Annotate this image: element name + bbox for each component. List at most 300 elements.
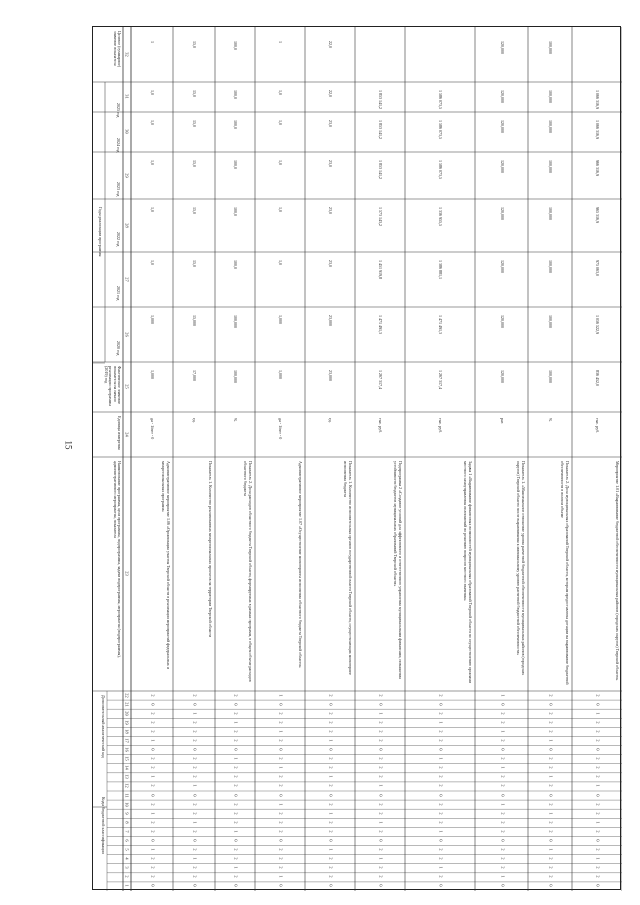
row-code-digit: 1 xyxy=(500,693,505,697)
row-code-digit: 0 xyxy=(278,703,284,706)
header-goals: Наименование программы, цели программы, подпрограммы, задачи подпрограммы, мероприятия (подпрограммы), административного мероприятия, показателя xyxy=(112,461,122,658)
row-final: 100,0 xyxy=(233,41,238,50)
row-code-digit: 2 xyxy=(438,803,444,806)
row-code-digit: 0 xyxy=(328,839,334,842)
row-unit: % xyxy=(233,418,238,422)
header-budget-class: Коды бюджетной классификации xyxy=(101,797,106,854)
row-code-digit: 2 xyxy=(278,712,284,715)
row-code-digit: 0 xyxy=(500,748,505,751)
row-code-digit: 1 xyxy=(278,693,284,697)
row-code-digit: 2 xyxy=(328,857,334,860)
row-code-digit: 2 xyxy=(328,784,334,788)
row-code-digit: 0 xyxy=(233,748,239,751)
row-fact: 100,000 xyxy=(233,370,238,383)
row-code-digit: 2 xyxy=(233,775,239,778)
row-code-digit: 2 xyxy=(500,848,505,851)
row-code-digit: 0 xyxy=(192,884,198,888)
row-code-digit: 1 xyxy=(595,821,601,824)
col-number: 25 xyxy=(124,384,130,389)
row-code-digit: 1 xyxy=(438,721,444,724)
row-code-digit: 2 xyxy=(233,693,239,697)
header-final: Целевое (суммарное) значение показателя xyxy=(112,31,122,68)
row-unit: да - 1/нет - 0 xyxy=(278,418,283,440)
row-value: 120,000 xyxy=(499,315,505,328)
row-code-digit: 2 xyxy=(500,712,505,715)
col-number: 4 xyxy=(124,857,130,860)
row-code-digit: 1 xyxy=(150,812,156,815)
row-fact: 1,000 xyxy=(150,370,155,379)
row-code-digit: 2 xyxy=(328,866,334,869)
row-code-digit: 2 xyxy=(278,830,284,833)
row-code-digit: 2 xyxy=(378,803,384,806)
row-code-digit: 2 xyxy=(233,739,239,742)
row-code-digit: 2 xyxy=(328,693,334,697)
header-unit: Единица измерения xyxy=(117,416,122,450)
row-code-digit: 2 xyxy=(192,766,198,769)
row-code-digit: 2 xyxy=(328,757,334,760)
row-code-digit: 0 xyxy=(378,839,384,842)
row-value: 100,0 xyxy=(233,260,238,269)
row-code-digit: 2 xyxy=(378,739,384,742)
row-code-digit: 2 xyxy=(378,875,384,878)
row-code-digit: 1 xyxy=(233,830,239,833)
col-number: 8 xyxy=(124,821,130,824)
row-code-digit: 1 xyxy=(500,730,505,733)
row-code-digit: 2 xyxy=(192,693,198,697)
row-code-digit: 2 xyxy=(233,803,239,806)
row-code-digit: 0 xyxy=(192,793,198,797)
row-code-digit: 2 xyxy=(150,693,156,697)
row-code-digit: 2 xyxy=(150,803,156,806)
row-code-digit: 0 xyxy=(500,839,505,842)
col-number: 32 xyxy=(124,51,130,57)
col-number: 24 xyxy=(124,431,130,437)
header-fact: Фактическое значение показателя на начало реализации программы (2019) год xyxy=(103,366,122,406)
row-code-digit: 2 xyxy=(438,848,444,851)
row-code-digit: 1 xyxy=(192,784,198,788)
row-code-digit: 1 xyxy=(500,875,505,878)
row-value: 100,000 xyxy=(548,207,553,220)
row-code-digit: 2 xyxy=(150,730,156,733)
header-year-2: 2021 год xyxy=(116,285,121,300)
row-code-digit: 2 xyxy=(328,730,334,733)
row-value: 15,000 xyxy=(192,315,197,326)
row-value: 966 316,9 xyxy=(595,160,600,176)
row-unit: ед. xyxy=(192,418,197,423)
row-value: 1,0 xyxy=(278,260,283,265)
row-code-digit: 1 xyxy=(328,848,334,851)
row-text: Показатель 1. Количество исполнительных органов государственной власти Тверской области, осуществляющих мониторинг исполнения бюджета xyxy=(343,461,353,676)
col-number: 29 xyxy=(124,172,130,178)
row-value: 100,0 xyxy=(233,207,238,216)
row-code-digit: 1 xyxy=(233,866,239,869)
row-unit: да - 1/нет - 0 xyxy=(150,418,155,440)
row-final: 1 xyxy=(150,41,155,43)
row-code-digit: 2 xyxy=(150,875,156,878)
col-number: 18 xyxy=(124,729,130,734)
row-code-digit: 2 xyxy=(278,857,284,860)
row-code-digit: 1 xyxy=(378,712,384,715)
row-value: 1 586 073,5 xyxy=(438,90,443,109)
row-text: Показатель 2. Доля расходов областного бюджета Тверской области, формируемых в рамках программ, в общем объеме расходов областного бюджета xyxy=(243,461,253,682)
col-number: 5 xyxy=(124,848,130,851)
row-code-digit: 2 xyxy=(150,721,156,724)
row-code-digit: 2 xyxy=(328,721,334,724)
row-code-digit: 2 xyxy=(150,712,156,715)
row-code-digit: 2 xyxy=(438,730,444,733)
row-code-digit: 2 xyxy=(438,712,444,715)
row-code-digit: 1 xyxy=(328,775,334,778)
row-code-digit: 0 xyxy=(278,793,284,797)
row-final: 120,000 xyxy=(499,41,505,54)
row-code-digit: 2 xyxy=(378,866,384,869)
row-code-digit: 0 xyxy=(548,703,554,706)
table-grid xyxy=(93,27,622,891)
row-code-digit: 1 xyxy=(500,803,505,806)
row-text: Мероприятие 1.01 «Выравнивание бюджетной обеспеченности муниципальных районов (городских округов) Тверской области» xyxy=(615,461,620,681)
row-unit: % xyxy=(548,418,553,422)
row-value: 1 586 073,5 xyxy=(438,160,443,179)
row-code-digit: 1 xyxy=(548,812,554,815)
row-code-digit: 2 xyxy=(233,848,239,851)
row-value: 100,000 xyxy=(548,120,553,133)
row-value: 1 066 316,9 xyxy=(595,120,600,139)
row-code-digit: 2 xyxy=(378,693,384,697)
row-code-digit: 1 xyxy=(438,757,444,760)
row-code-digit: 0 xyxy=(378,748,384,751)
row-value: 23,0 xyxy=(328,120,333,127)
col-number: 15 xyxy=(124,756,130,761)
row-code-digit: 2 xyxy=(595,693,601,697)
row-code-digit: 1 xyxy=(278,803,284,806)
header-year-3: 2022 год xyxy=(116,231,121,246)
row-value: 1 853 141,2 xyxy=(378,160,383,179)
row-code-digit: 2 xyxy=(278,848,284,851)
row-code-digit: 2 xyxy=(438,693,444,697)
row-text: Задача 1 «Выравнивание финансовых возможностей муниципальных образований Тверской области по осуществлению органами местного самоуправления полномочий по решению вопросов местного значения» xyxy=(463,461,473,683)
row-code-digit: 2 xyxy=(595,875,601,878)
row-value: 1,0 xyxy=(150,120,155,125)
row-code-digit: 2 xyxy=(595,730,601,733)
col-number: 23 xyxy=(124,571,130,576)
row-code-digit: 2 xyxy=(595,803,601,806)
row-code-digit: 2 xyxy=(548,830,554,833)
row-value: 975 063,0 xyxy=(595,260,600,276)
row-value: 15,0 xyxy=(192,160,197,167)
row-code-digit: 2 xyxy=(378,775,384,778)
row-code-digit: 2 xyxy=(378,730,384,733)
row-code-digit: 0 xyxy=(328,793,334,797)
row-code-digit: 2 xyxy=(278,757,284,760)
row-value: 1 853 141,2 xyxy=(378,120,383,139)
row-code-digit: 1 xyxy=(150,739,156,742)
row-code-digit: 2 xyxy=(233,712,239,715)
row-code-digit: 1 xyxy=(278,730,284,733)
row-code-digit: 2 xyxy=(438,775,444,778)
row-code-digit: 1 xyxy=(378,821,384,824)
row-code-digit: 0 xyxy=(278,748,284,751)
row-final: 100,000 xyxy=(548,41,553,54)
row-value: 1,0 xyxy=(278,90,283,95)
header-year-5: 2024 год xyxy=(116,138,121,153)
row-value: 120,000 xyxy=(499,160,505,173)
row-code-digit: 1 xyxy=(438,866,444,869)
row-code-digit: 1 xyxy=(150,848,156,851)
row-code-digit: 2 xyxy=(328,875,334,878)
row-code-digit: 1 xyxy=(233,757,239,760)
row-code-digit: 1 xyxy=(328,812,334,815)
row-code-digit: 0 xyxy=(192,839,198,842)
row-value: 1,0 xyxy=(278,207,283,212)
row-code-digit: 2 xyxy=(192,739,198,742)
row-code-digit: 2 xyxy=(595,848,601,851)
row-code-digit: 1 xyxy=(548,775,554,778)
row-fact: 1 267 317,4 xyxy=(438,370,443,389)
row-code-digit: 1 xyxy=(548,739,554,742)
row-value: 23,000 xyxy=(328,315,333,326)
row-code-digit: 1 xyxy=(595,712,601,715)
row-code-digit: 2 xyxy=(500,830,505,833)
row-code-digit: 0 xyxy=(438,748,444,751)
row-value: 1,0 xyxy=(150,160,155,165)
row-text: Показатель 1. Количество реализованных межрегиональных проектов на территории Тверской области xyxy=(208,461,213,638)
row-value: 1 386 881,1 xyxy=(438,260,443,279)
row-code-digit: 0 xyxy=(150,884,156,888)
col-number: 12 xyxy=(124,783,130,789)
col-number: 22 xyxy=(124,692,130,698)
row-code-digit: 2 xyxy=(438,766,444,769)
col-number: 2 xyxy=(124,875,130,878)
row-code-digit: 0 xyxy=(328,703,334,706)
row-code-digit: 2 xyxy=(192,730,198,733)
row-code-digit: 2 xyxy=(548,821,554,824)
col-number: 28 xyxy=(124,222,130,228)
row-text: Показатель 1. «Максимальное отношение уровня расчетной бюджетной обеспеченности муниципальных районов (городских округов) Тверской области после выравнивания к минимальному уровню расчетной бюджетной обеспеченности» xyxy=(516,461,526,676)
row-code-digit: 2 xyxy=(438,821,444,824)
row-code-digit: 2 xyxy=(500,821,505,824)
row-code-digit: 2 xyxy=(328,766,334,769)
row-code-digit: 0 xyxy=(328,884,334,888)
row-code-digit: 2 xyxy=(233,875,239,878)
row-value: 120,000 xyxy=(499,260,505,273)
row-code-digit: 0 xyxy=(233,793,239,797)
row-code-digit: 2 xyxy=(595,812,601,815)
row-final: 1 xyxy=(278,41,283,43)
row-code-digit: 2 xyxy=(192,812,198,815)
row-code-digit: 0 xyxy=(438,793,444,797)
row-code-digit: 2 xyxy=(548,721,554,724)
row-code-digit: 2 xyxy=(192,848,198,851)
row-code-digit: 2 xyxy=(548,784,554,788)
row-value: 1 336 955,5 xyxy=(438,207,443,226)
row-code-digit: 2 xyxy=(328,803,334,806)
col-number: 19 xyxy=(124,720,130,725)
row-code-digit: 2 xyxy=(278,866,284,869)
row-code-digit: 2 xyxy=(378,766,384,769)
row-value: 1 586 073,5 xyxy=(438,120,443,139)
header-additional-class: Дополнительный аналитический код xyxy=(101,695,106,758)
row-text: Подпрограмма 2 «Создание условий для эффективного и ответственного управления муниципальными финансами, повышения устойчивости бюджетов муниципальных образований Тверской области» xyxy=(393,461,403,680)
row-code-digit: 2 xyxy=(438,812,444,815)
col-number: 13 xyxy=(124,774,130,780)
row-value: 15,0 xyxy=(192,260,197,267)
row-value: 1,0 xyxy=(150,207,155,212)
rotated-table-page xyxy=(92,26,621,890)
row-value: 1 471 491,3 xyxy=(378,315,383,334)
row-value: 100,000 xyxy=(548,315,553,328)
row-code-digit: 1 xyxy=(150,775,156,778)
row-code-digit: 2 xyxy=(192,803,198,806)
row-code-digit: 2 xyxy=(438,857,444,860)
row-value: 1 066 316,9 xyxy=(595,90,600,109)
row-code-digit: 2 xyxy=(233,857,239,860)
row-code-digit: 2 xyxy=(500,784,505,788)
row-value: 1 853 141,2 xyxy=(378,90,383,109)
row-text: Показатель 2. Доля муниципальных образований Тверской области, которым предоставлены дотации на выравнивание бюджетной обеспеченности в полном объеме xyxy=(560,461,570,685)
row-code-digit: 2 xyxy=(278,721,284,724)
row-text: Административное мероприятие 1.06 «Организация участия Тверской области в реализации мероприятий федеральных и межрегиональных программ» xyxy=(161,461,171,669)
row-code-digit: 2 xyxy=(192,775,198,778)
row-code-digit: 2 xyxy=(548,866,554,869)
row-code-digit: 0 xyxy=(500,793,505,797)
row-code-digit: 0 xyxy=(595,703,601,706)
row-value: 100,000 xyxy=(548,260,553,273)
row-code-digit: 2 xyxy=(278,812,284,815)
row-code-digit: 1 xyxy=(328,739,334,742)
row-code-digit: 0 xyxy=(192,703,198,706)
row-code-digit: 0 xyxy=(378,884,384,888)
row-code-digit: 2 xyxy=(595,830,601,833)
row-code-digit: 2 xyxy=(233,812,239,815)
row-value: 15,0 xyxy=(192,90,197,97)
row-code-digit: 0 xyxy=(548,748,554,751)
row-code-digit: 0 xyxy=(328,748,334,751)
row-value: 100,000 xyxy=(548,160,553,173)
row-code-digit: 1 xyxy=(548,848,554,851)
row-value: 1 056 522,9 xyxy=(595,315,600,334)
row-code-digit: 0 xyxy=(378,793,384,797)
row-code-digit: 0 xyxy=(548,884,554,888)
row-code-digit: 2 xyxy=(438,875,444,878)
row-value: 22,0 xyxy=(328,90,333,97)
row-code-digit: 2 xyxy=(438,784,444,788)
row-code-digit: 2 xyxy=(548,712,554,715)
row-unit: раз xyxy=(499,418,505,424)
row-code-digit: 1 xyxy=(378,784,384,788)
row-fact: 120,000 xyxy=(499,370,505,383)
col-number: 31 xyxy=(124,94,130,99)
row-value: 100,0 xyxy=(233,160,238,169)
row-code-digit: 0 xyxy=(595,884,601,888)
header-years: Годы реализации программы xyxy=(98,207,103,257)
col-number: 9 xyxy=(124,812,130,815)
row-code-digit: 2 xyxy=(548,757,554,760)
col-number: 17 xyxy=(124,738,130,743)
row-code-digit: 1 xyxy=(378,857,384,860)
row-code-digit: 2 xyxy=(150,830,156,833)
row-fact: 836 452,0 xyxy=(595,370,600,386)
row-code-digit: 2 xyxy=(150,757,156,760)
row-code-digit: 2 xyxy=(595,739,601,742)
row-code-digit: 0 xyxy=(192,748,198,751)
row-code-digit: 2 xyxy=(548,766,554,769)
row-code-digit: 2 xyxy=(378,830,384,833)
row-code-digit: 2 xyxy=(595,757,601,760)
row-value: 965 316,9 xyxy=(595,207,600,223)
row-value: 23,0 xyxy=(328,160,333,167)
row-code-digit: 2 xyxy=(278,775,284,778)
row-code-digit: 0 xyxy=(500,884,505,888)
row-unit: тыс. руб. xyxy=(438,418,443,434)
row-value: 15,0 xyxy=(192,120,197,127)
row-code-digit: 0 xyxy=(438,884,444,888)
col-number: 20 xyxy=(124,711,130,716)
row-code-digit: 2 xyxy=(150,766,156,769)
row-code-digit: 0 xyxy=(233,703,239,706)
header-year-1: 2020 год xyxy=(116,340,121,355)
row-code-digit: 2 xyxy=(500,812,505,815)
row-value: 100,000 xyxy=(233,315,238,328)
row-code-digit: 2 xyxy=(500,757,505,760)
row-code-digit: 0 xyxy=(595,793,601,797)
row-code-digit: 0 xyxy=(595,748,601,751)
row-code-digit: 1 xyxy=(278,766,284,769)
row-code-digit: 1 xyxy=(595,784,601,788)
row-code-digit: 2 xyxy=(548,875,554,878)
row-value: 1,000 xyxy=(150,315,155,324)
row-code-digit: 0 xyxy=(233,839,239,842)
row-code-digit: 0 xyxy=(233,884,239,888)
row-code-digit: 0 xyxy=(500,703,505,706)
row-unit: тыс. руб. xyxy=(378,418,383,434)
row-code-digit: 1 xyxy=(192,857,198,860)
row-code-digit: 2 xyxy=(150,784,156,788)
row-code-digit: 2 xyxy=(150,857,156,860)
row-code-digit: 2 xyxy=(595,775,601,778)
row-code-digit: 2 xyxy=(328,821,334,824)
row-final: 22,0 xyxy=(328,41,333,48)
row-value: 1,0 xyxy=(278,160,283,165)
row-code-digit: 2 xyxy=(500,775,505,778)
row-value: 23,0 xyxy=(328,207,333,214)
row-value: 23,0 xyxy=(328,260,333,267)
header-year-6: 2025 год xyxy=(116,103,121,118)
col-number: 3 xyxy=(124,866,130,869)
row-code-digit: 1 xyxy=(438,830,444,833)
row-code-digit: 2 xyxy=(378,848,384,851)
row-code-digit: 1 xyxy=(278,875,284,878)
row-code-digit: 2 xyxy=(500,857,505,860)
col-number: 26 xyxy=(124,331,130,337)
row-code-digit: 0 xyxy=(438,839,444,842)
row-code-digit: 1 xyxy=(595,857,601,860)
row-code-digit: 2 xyxy=(328,712,334,715)
row-code-digit: 2 xyxy=(192,830,198,833)
row-code-digit: 2 xyxy=(233,784,239,788)
row-unit: тыс. руб. xyxy=(595,418,600,434)
row-value: 1,0 xyxy=(150,260,155,265)
header-year-4: 2023 год xyxy=(116,181,121,196)
row-code-digit: 1 xyxy=(233,721,239,724)
page-number: 15 xyxy=(63,440,74,450)
col-number: 7 xyxy=(124,830,130,833)
row-code-digit: 0 xyxy=(548,793,554,797)
col-number: 14 xyxy=(124,765,130,770)
row-code-digit: 0 xyxy=(438,703,444,706)
row-code-digit: 2 xyxy=(378,812,384,815)
row-code-digit: 0 xyxy=(150,703,156,706)
row-value: 1 451 919,8 xyxy=(378,260,383,279)
